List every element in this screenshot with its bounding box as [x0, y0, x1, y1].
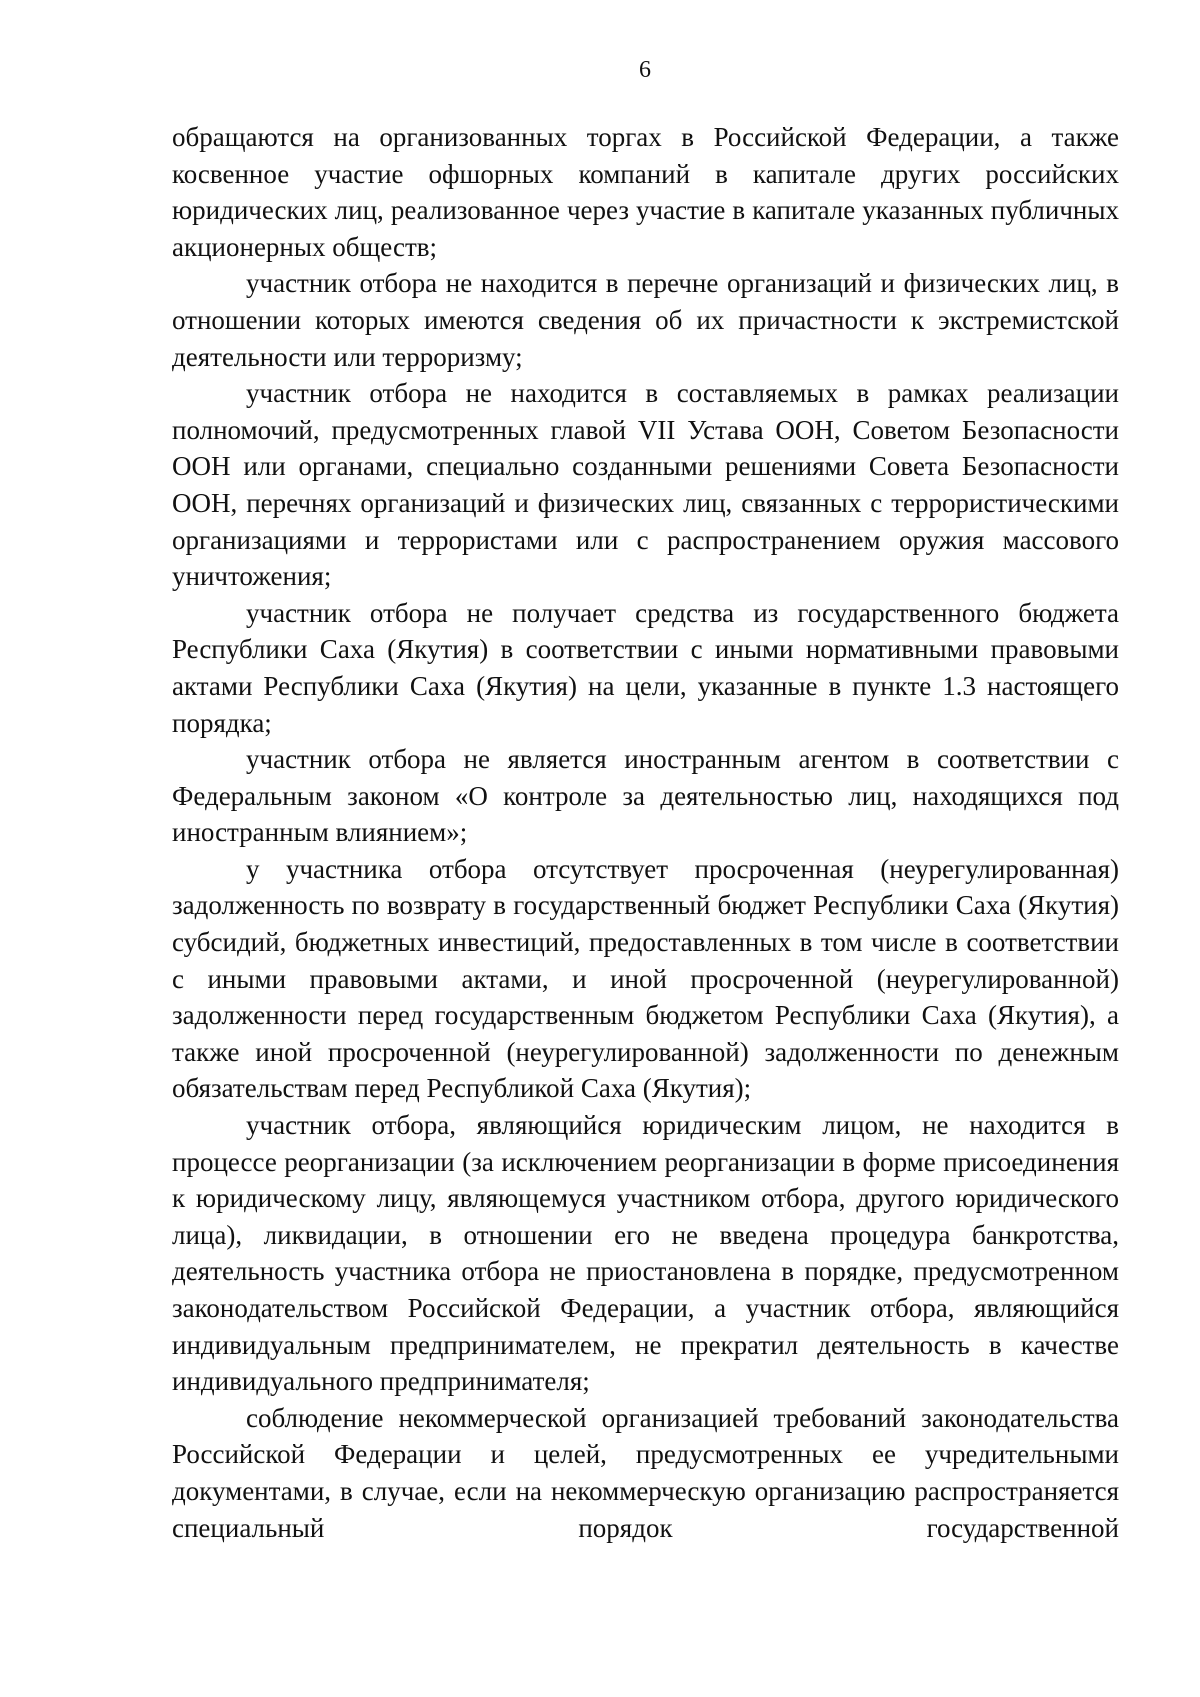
paragraph-extremism-list: участник отбора не находится в перечне организаций и физических лиц, в отношении которых имеются сведения об их причастности к экстремистской деятельности или терроризму; [172, 268, 1119, 372]
paragraph-debt: у участника отбора отсутствует просроченная (неурегулированная) задолженность по возврату в государственный бюджет Республики Саха (Якутия) субсидий, бюджетных инвестиций, предоставленных в том числе в соответствии с иными правовыми актами, и иной просроченной (неурегулированной) задолженности перед государственным бюджетом Республики Саха (Якутия), а также иной просроченной (неурегулированной) задолженности по денежным обязательствам перед Республикой Саха (Якутия); [172, 853, 1119, 1104]
paragraph-nonprofit-compliance: соблюдение некоммерческой организацией требований законодательства Российской Федерации и целей, предусмотренных ее учредительными документами, в случае, если на некоммерческую организацию распространяется специальный порядок государственной [172, 1402, 1119, 1543]
paragraph-foreign-agent: участник отбора не является иностранным агентом в соответствии с Федеральным законом «О контроле за деятельностью лиц, находящихся под иностранным влиянием»; [172, 744, 1119, 848]
paragraph-un-list: участник отбора не находится в составляемых в рамках реализации полномочий, предусмотренных главой VII Устава ООН, Советом Безопасности ООН или органами, специально созданными решениями Совета Безопасности ООН, перечнях организаций и физических лиц, связанных с террористическими организациями и террористами или с распространением оружия массового уничтожения; [172, 378, 1119, 592]
page-number: 6 [639, 57, 651, 83]
document-body [172, 119, 1119, 1546]
paragraph-continuation: обращаются на организованных торгах в Российской Федерации, а также косвенное участие офшорных компаний в капитале других российских юридических лиц, реализованное через участие в капитале указанных публичных акционерных обществ; [172, 122, 1119, 262]
paragraph-reorganization: участник отбора, являющийся юридическим лицом, не находится в процессе реорганизации (за исключением реорганизации в форме присоединения к юридическому лицу, являющемуся участником отбора, другого юридического лица), ликвидации, в отношении его не введена процедура банкротства, деятельность участника отбора не приостановлена в порядке, предусмотренном законодательством Российской Федерации, а участник отбора, являющийся индивидуальным предпринимателем, не прекратил деятельность в качестве индивидуального предпринимателя; [172, 1110, 1119, 1397]
paragraph-budget-funds: участник отбора не получает средства из государственного бюджета Республики Саха (Якутия) в соответствии с иными нормативными правовыми актами Республики Саха (Якутия) на цели, указанные в пункте 1.3 настоящего порядка; [172, 597, 1119, 738]
